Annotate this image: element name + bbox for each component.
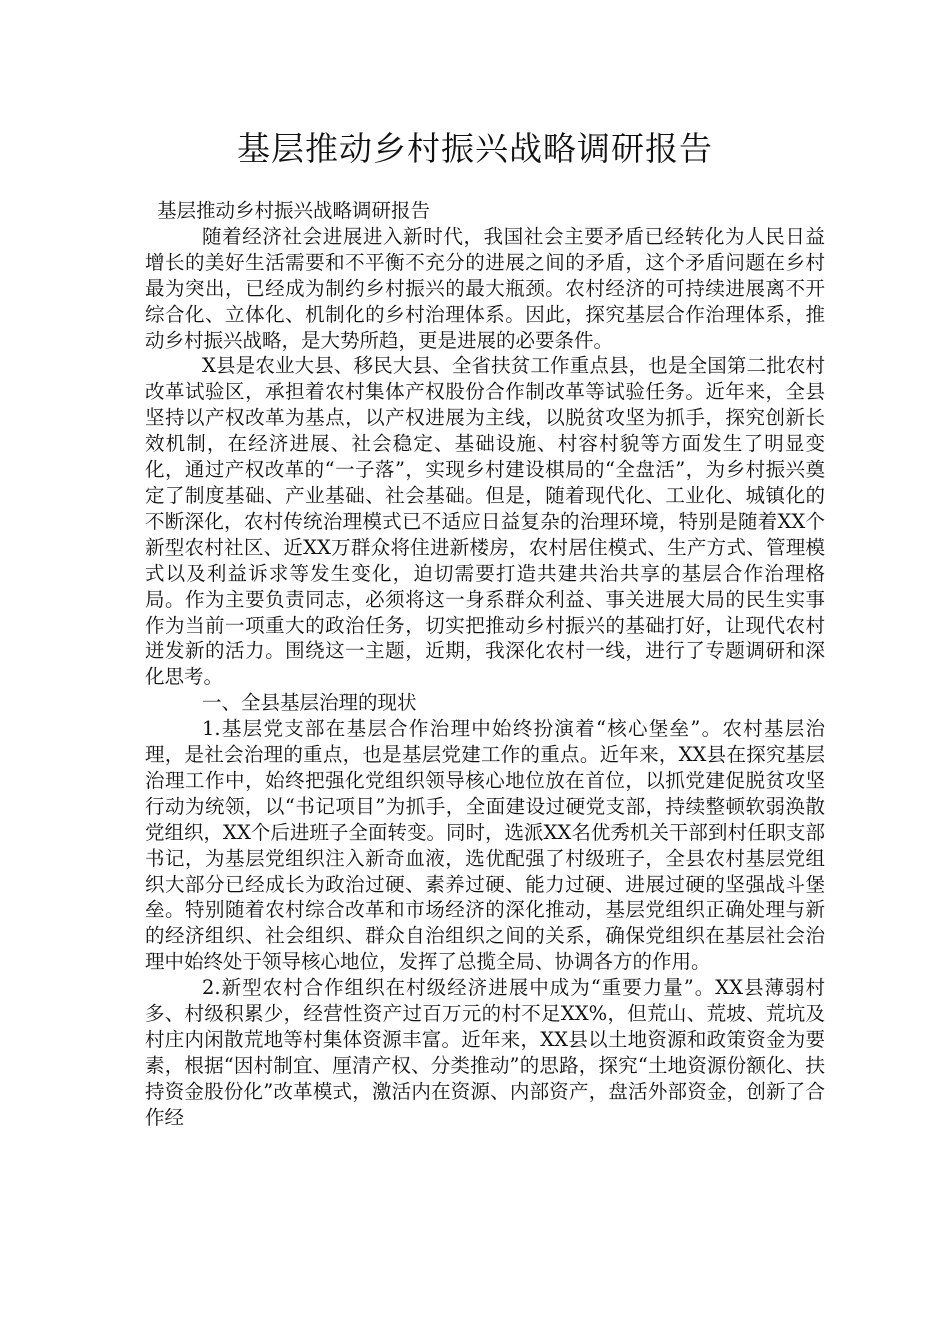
section-heading-current-status: 一、全县基层治理的现状 — [202, 691, 417, 715]
paragraph-intro: 随着经济社会进展进入新时代，我国社会主要矛盾已经转化为人民日益增长的美好生活需要和不平衡不充分的进展之间的矛盾，这个矛盾问题在乡村最为突出，已经成为制约乡村振兴的最大瓶颈。农村经济的可持续进展离不开综合化、立体化、机制化的乡村治理体系。因此，探究基层合作治理体系，推动乡村振兴战略，是大势所趋，更是进展的必要条件。 — [145, 224, 825, 352]
document-body — [145, 198, 825, 1131]
document-title: 基层推动乡村振兴战略调研报告 — [237, 129, 713, 168]
paragraph-party-branch: 1.基层党支部在基层合作治理中始终扮演着“核心堡垒”。农村基层治理，是社会治理的重点，也是基层党建工作的重点。近年来，XX县在探究基层治理工作中，始终把强化党组织领导核心地位放在首位，以抓党建促脱贫攻坚行动为统领，以“书记项目”为抓手，全面建设过硬党支部，持续整顿软弱涣散党组织，XX个后进班子全面转变。同时，选派XX名优秀机关干部到村任职支部书记，为基层党组织注入新奇血液，选优配强了村级班子，全县农村基层党组织大部分已经成长为政治过硬、素养过硬、能力过硬、进展过硬的坚强战斗堡垒。特别随着农村综合改革和市场经济的深化推动，基层党组织正确处理与新的经济组织、社会组织、群众自治组织之间的关系，确保党组织在基层社会治理中始终处于领导核心地位，发挥了总揽全局、协调各方的作用。 — [145, 717, 825, 974]
document-subtitle: 基层推动乡村振兴战略调研报告 — [157, 199, 431, 222]
paragraph-county-background: X县是农业大县、移民大县、全省扶贫工作重点县，也是全国第二批农村改革试验区，承担着农村集体产权股份合作制改革等试验任务。近年来，全县坚持以产权改革为基点，以产权进展为主线，以脱贫攻坚为抓手，探究创新长效机制，在经济进展、社会稳定、基础设施、村容村貌等方面发生了明显变化，通过产权改革的“一子落”，实现乡村建设棋局的“全盘活”，为乡村振兴奠定了制度基础、产业基础、社会基础。但是，随着现代化、工业化、城镇化的不断深化，农村传统治理模式已不适应日益复杂的治理环境，特别是随着XX个新型农村社区、近XX万群众将住进新楼房，农村居住模式、生产方式、管理模式以及利益诉求等发生变化，迫切需要打造共建共治共享的基层合作治理格局。作为主要负责同志，必须将这一身系群众利益、事关进展大局的民生实事作为当前一项重大的政治任务，切实把推动乡村振兴的基础打好，让现代农村迸发新的活力。围绕这一主题，近期，我深化农村一线，进行了专题调研和深化思考。 — [145, 354, 825, 689]
paragraph-cooperative-organizations: 2.新型农村合作组织在村级经济进展中成为“重要力量”。XX县薄弱村多、村级积累少，经营性资产过百万元的村不足XX%，但荒山、荒坡、荒坑及村庄内闲散荒地等村集体资源丰富。近年来，XX县以土地资源和政策资金为要素，根据“因村制宜、厘清产权、分类推动”的思路，探究“土地资源份额化、扶持资金股份化”改革模式，激活内在资源、内部资产，盘活外部资金，创新了合作经 — [145, 976, 825, 1129]
